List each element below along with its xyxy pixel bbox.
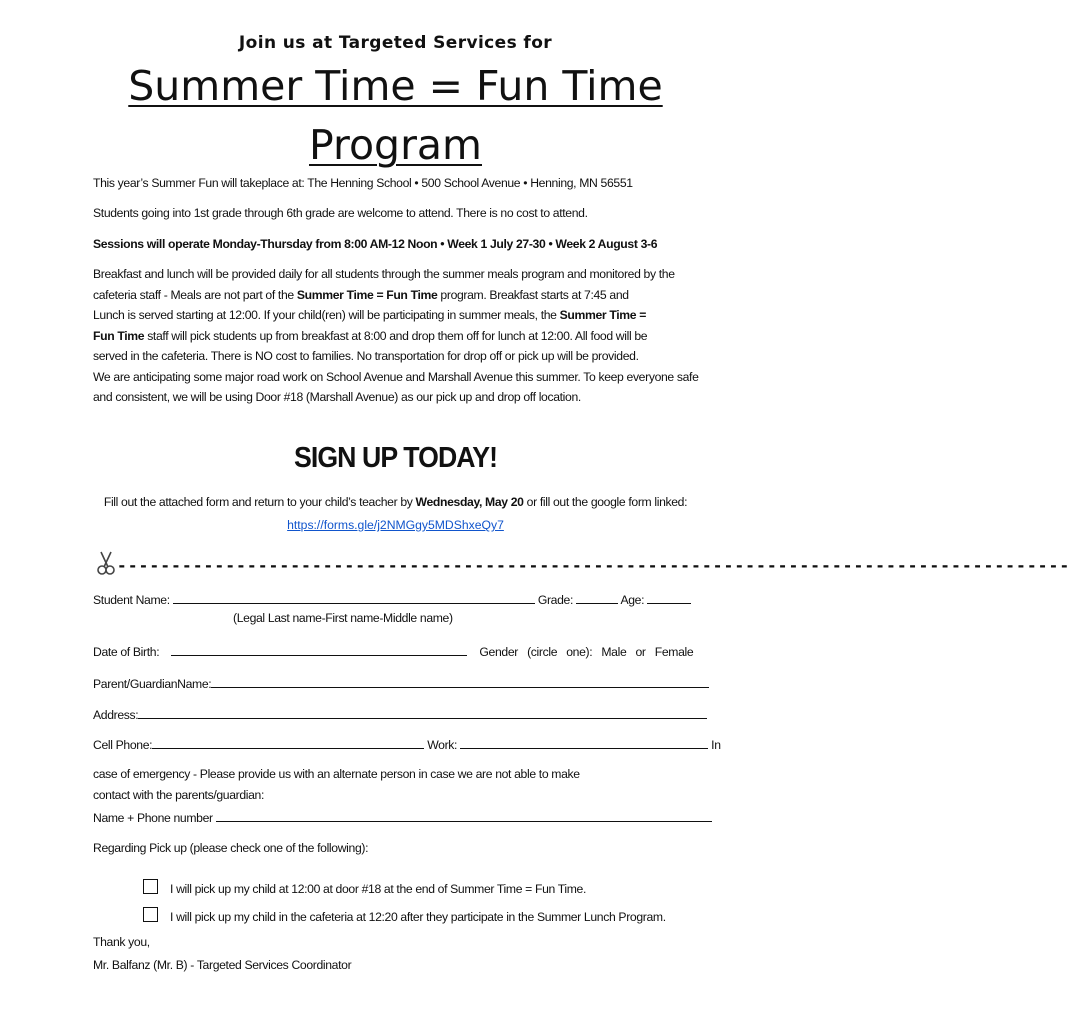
signature-name: Mr. Balfanz (Mr. B) - Targeted Services Coordinator [93,958,352,972]
meals-line-5: served in the cafeteria. There is NO cost to families. No transportation for drop off or pick up will be provided. [93,349,639,363]
cell-phone-field[interactable] [152,736,424,749]
address-row [93,706,707,722]
cut-line [95,550,1070,578]
work-phone-field[interactable] [460,736,708,749]
scissors-icon [95,550,117,576]
title-line-1: Summer Time = Fun Time [128,62,663,110]
pickup-option-1-label: I will pick up my child at 12:00 at door #18 at the end of Summer Time = Fun Time. [170,882,587,896]
emergency-line-2: contact with the parents/guardian: [93,788,265,802]
title-line-2: Program [309,121,482,169]
location-text: This year’s Summer Fun will takeplace at: The Henning School • 500 School Avenue • Henning, MN 56551 [93,176,633,190]
closing-thanks: Thank you, [93,935,150,949]
google-form-url[interactable]: https://forms.gle/j2NMGgy5MDShxeQy7 [287,518,504,532]
legal-name-hint: (Legal Last name-First name-Middle name) [233,611,453,625]
pickup-option-1-checkbox[interactable] [143,879,158,894]
parent-field[interactable] [211,675,709,688]
intro-text: Join us at Targeted Services for [238,33,553,53]
student-name-field[interactable] [173,591,535,604]
address-label: Address: [93,708,139,722]
age-label: Age: [620,593,645,607]
grade-field[interactable] [576,591,618,604]
dob-row [93,643,693,659]
dashed-cut-line: ---------------------------------------------------------------------------------------- [117,556,1070,575]
google-form-link[interactable] [0,518,791,532]
dob-field[interactable] [171,643,467,656]
student-name-label: Student Name: [93,593,170,607]
meals-line-4: Fun Time staff will pick students up from breakfast at 8:00 and drop them off for lunch at 12:00. All food will be [93,329,648,343]
meals-line-1: Breakfast and lunch will be provided daily for all students through the summer meals program and monitored by the [93,267,675,281]
emergency-line-1: case of emergency - Please provide us with an alternate person in case we are not able to make [93,767,580,781]
student-name-row [93,591,691,607]
dob-label: Date of Birth: [93,645,160,659]
road-line-1: We are anticipating some major road work on School Avenue and Marshall Avenue this summer. To keep everyone safe [93,370,699,384]
gender-label: Gender (circle one): Male or Female [479,645,694,659]
pickup-option-2-label: I will pick up my child in the cafeteria at 12:20 after they participate in the Summer Lunch Program. [170,910,666,924]
cell-phone-label: Cell Phone: [93,738,153,752]
sessions-text: Sessions will operate Monday-Thursday from 8:00 AM-12 Noon • Week 1 July 27-30 • Week 2 August 3-6 [93,237,658,251]
meals-line-2: cafeteria staff - Meals are not part of the Summer Time = Fun Time program. Breakfast starts at 7:45 and [93,288,629,302]
signup-heading: SIGN UP TODAY! [293,442,498,474]
emergency-row [93,809,712,825]
road-line-2: and consistent, we will be using Door #18 (Marshall Avenue) as our pick up and drop off location. [93,390,581,404]
age-field[interactable] [647,591,691,604]
grade-label: Grade: [537,593,574,607]
parent-label: Parent/GuardianName: [93,677,212,691]
parent-row [93,675,709,691]
address-field[interactable] [138,706,707,719]
in-text: In [711,738,721,752]
name-phone-label: Name + Phone number [93,811,213,825]
signup-instructions: Fill out the attached form and return to your child’s teacher by Wednesday, May 20 or fill out the google form linked: [103,495,688,509]
pickup-heading: Regarding Pick up (please check one of the following): [93,841,369,855]
work-phone-label: Work: [427,738,458,752]
pickup-option-2-checkbox[interactable] [143,907,158,922]
emergency-contact-field[interactable] [216,809,712,822]
meals-line-3: Lunch is served starting at 12:00. If your child(ren) will be participating in summer meals, the Summer Time = [93,308,646,322]
grades-text: Students going into 1st grade through 6th grade are welcome to attend. There is no cost to attend. [93,206,588,220]
phone-row [93,736,721,752]
